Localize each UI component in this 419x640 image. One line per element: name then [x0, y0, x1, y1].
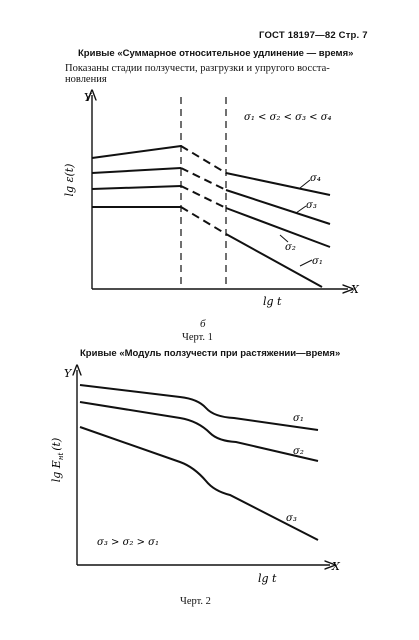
figure1-curve-s4-unload [181, 146, 226, 173]
figure1-text-line2: новления [65, 74, 107, 85]
figure1-label-s4: σ₄ [310, 173, 321, 184]
figure2-ylabel-main: lg E [50, 460, 63, 483]
figure2-xlabel: lg t [258, 572, 277, 585]
figure2-ylabel-tail: (t) [50, 437, 63, 451]
figure2-ylabel-sub: нt [57, 452, 65, 461]
figure1-leader-s4 [300, 180, 310, 188]
figure1-caption: Кривые «Суммарное относительное удлинение — время» [78, 48, 354, 59]
figure1-leader-s1 [300, 260, 312, 266]
figure1-curve-s2-unload [181, 186, 226, 208]
figure1-curve-s2-creep [92, 186, 181, 189]
figure1-curve-s2-recovery [226, 208, 330, 247]
figure2-chart [50, 367, 341, 585]
figure1-chart [63, 91, 360, 308]
page-header: ГОСТ 18197—82 Стр. 7 [259, 30, 368, 41]
figure1-curve-s4-creep [92, 146, 181, 158]
figure1-curve-s1-recovery [226, 234, 322, 287]
figure1-ylabel: lg ε(t) [63, 163, 76, 197]
figure1-sublabel: б [200, 318, 206, 330]
figure2-label-s1: σ₁ [293, 413, 304, 424]
figure1-relation: σ₁ < σ₂ < σ₃ < σ₄ [244, 112, 332, 123]
figure1-x-axis-letter: X [351, 283, 359, 296]
figure2-caption: Кривые «Модуль ползучести при растяжении—время» [80, 348, 341, 359]
figure2-number: Черт. 2 [180, 596, 211, 607]
figure1-label-s1: σ₁ [312, 256, 323, 267]
figure1-curve-s3-unload [181, 168, 226, 190]
figure2-label-s3: σ₃ [286, 513, 297, 524]
figure1-curve-s1-unload [181, 207, 226, 234]
figure1-leader-s3 [296, 206, 306, 213]
figure1-label-s3: σ₃ [306, 200, 317, 211]
figure2-curve-s3 [80, 427, 318, 540]
figure1-curve-s3-creep [92, 168, 181, 173]
figure2-ylabel [50, 438, 65, 483]
figure1-y-axis-letter: Y [84, 91, 92, 104]
figure2-x-axis-letter: X [332, 560, 340, 573]
figure2-curve-s2 [80, 402, 318, 461]
figure1-xlabel: lg t [263, 295, 282, 308]
figure2-label-s2: σ₂ [293, 446, 304, 457]
svg-text:lg Eнt(t) [50, 438, 65, 483]
figure2-y-axis-letter: Y [64, 367, 72, 380]
figure1-number: Черт. 1 [182, 332, 213, 343]
figure1-text-line1: Показаны стадии ползучести, разгрузки и упругого восста- [65, 63, 330, 74]
figure2-relation: σ₃ > σ₂ > σ₁ [97, 537, 159, 548]
figure1-label-s2: σ₂ [285, 242, 296, 253]
figure1-leader-s2 [280, 235, 288, 242]
